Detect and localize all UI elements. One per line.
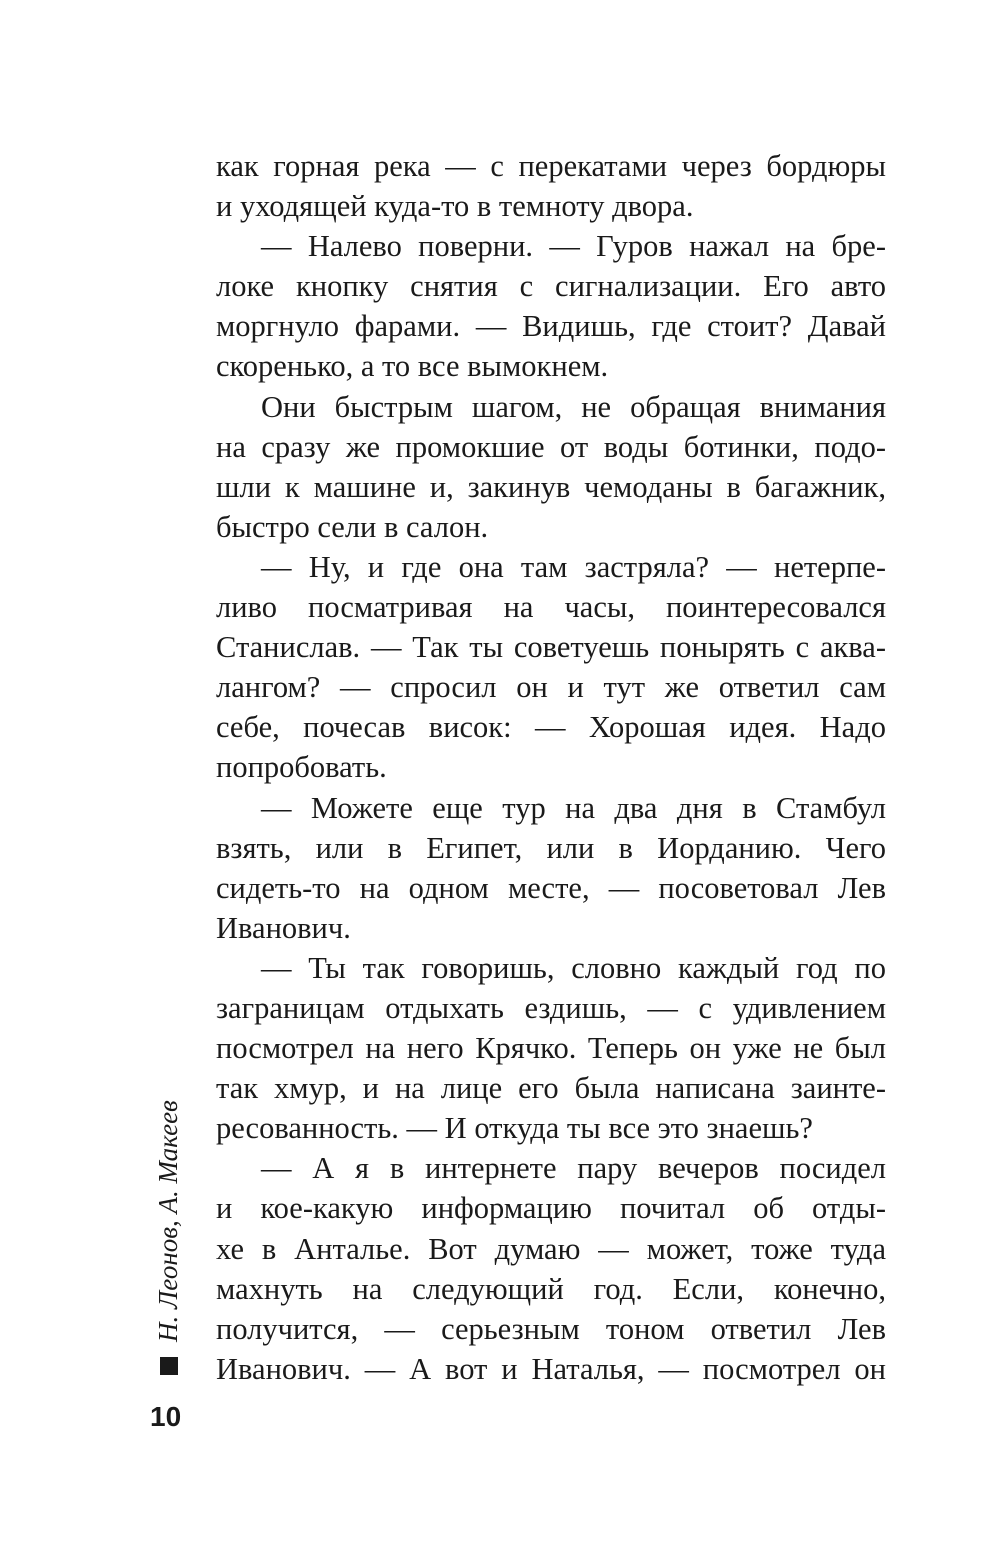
text-line: и уходящей куда-то в темноту двора.: [216, 189, 694, 224]
text-line: — Налево поверни. — Гуров нажал на бре-: [261, 229, 886, 264]
text-line: — Ты так говоришь, словно каждый год по: [261, 950, 886, 985]
text-line: быстро сели в салон.: [216, 509, 489, 544]
text-line: скоренько, а то все вымокнем.: [216, 349, 609, 384]
text-line: Станислав. — Так ты советуешь понырять с аква-: [216, 630, 886, 665]
text-line: Иванович. — А вот и Наталья, — посмотрел он: [216, 1351, 886, 1386]
text-line: получится, — серьезным тоном ответил Лев: [216, 1311, 886, 1346]
text-line: локе кнопку снятия с сигнализации. Его авто: [216, 269, 886, 304]
text-line: хе в Анталье. Вот думаю — может, тоже туда: [216, 1231, 886, 1266]
body-text: [216, 146, 886, 1389]
text-line: на сразу же промокшие от воды ботинки, подо-: [216, 429, 886, 464]
text-line: махнуть на следующий год. Если, конечно,: [216, 1271, 886, 1306]
text-line: моргнуло фарами. — Видишь, где стоит? Давай: [216, 309, 886, 344]
text-line: сидеть-то на одном месте, — посоветовал Лев: [216, 870, 886, 905]
text-line: — А я в интернете пару вечеров посидел: [261, 1151, 886, 1186]
text-line: — Ну, и где она там застряла? — нетерпе-: [261, 549, 886, 584]
text-line: так хмур, и на лице его была написана заинте-: [216, 1071, 886, 1106]
running-head-authors: Н. Леонов, А. Макеев: [153, 1100, 183, 1342]
text-line: себе, почесав висок: — Хорошая идея. Надо: [216, 710, 886, 745]
text-line: Они быстрым шагом, не обращая внимания: [261, 389, 886, 424]
text-line: Иванович.: [216, 910, 351, 945]
text-line: заграницам отдыхать ездишь, — с удивлением: [216, 990, 886, 1025]
running-head: [152, 1072, 184, 1402]
text-line: как горная река — с перекатами через бордюры: [216, 149, 886, 183]
text-line: и кое-какую информацию почитал об отды-: [216, 1191, 886, 1226]
text-line: посмотрел на него Крячко. Теперь он уже не был: [216, 1031, 886, 1066]
text-line: лангом? — спросил он и тут же ответил сам: [216, 670, 886, 705]
text-line: ресованность. — И откуда ты все это знаешь?: [216, 1111, 813, 1146]
text-line: — Можете еще тур на два дня в Стамбул: [261, 790, 886, 825]
running-head-square-mark: [160, 1357, 178, 1375]
text-line: ливо посматривая на часы, поинтересовался: [216, 590, 886, 625]
text-line: взять, или в Египет, или в Иорданию. Чего: [216, 830, 886, 865]
text-line: шли к машине и, закинув чемоданы в багажник,: [216, 469, 886, 504]
text-line: попробовать.: [216, 750, 387, 785]
page-number: 10: [150, 1401, 182, 1432]
